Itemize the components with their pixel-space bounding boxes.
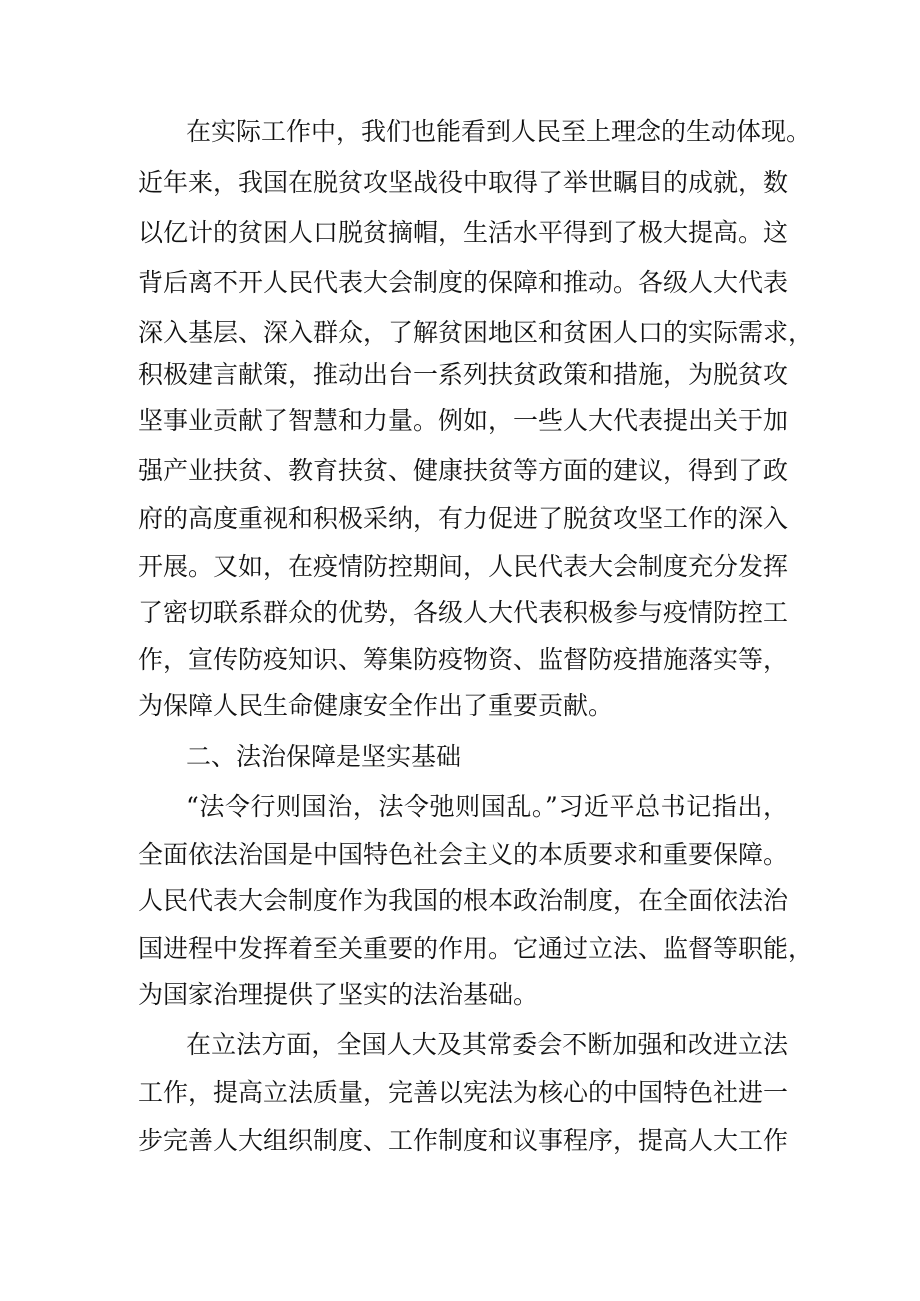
paragraph-3-line: 步完善人大组织制度、工作制度和议事程序，提高人大工作 bbox=[138, 1126, 789, 1155]
paragraph-1-line: 了密切联系群众的优势，各级人大代表积极参与疫情防控工 bbox=[138, 598, 789, 627]
paragraph-1-line: 强产业扶贫、教育扶贫、健康扶贫等方面的建议，得到了政 bbox=[138, 456, 789, 485]
paragraph-1-line: 积极建言献策，推动出台一系列扶贫政策和措施，为脱贫攻 bbox=[138, 360, 789, 389]
paragraph-1-line: 坚事业贡献了智慧和力量。例如，一些人大代表提出关于加 bbox=[138, 406, 789, 435]
paragraph-1-line: 近年来，我国在脱贫攻坚战役中取得了举世瞩目的成就，数 bbox=[138, 168, 789, 197]
paragraph-2-line: “法令行则国治，法令弛则国乱。”习近平总书记指出， bbox=[186, 792, 788, 821]
paragraph-1-line: 开展。又如，在疫情防控期间，人民代表大会制度充分发挥 bbox=[138, 552, 789, 581]
paragraph-1-line: 在实际工作中，我们也能看到人民至上理念的生动体现。 bbox=[186, 117, 812, 146]
paragraph-3-line: 工作，提高立法质量，完善以宪法为核心的中国特色社进一 bbox=[138, 1078, 789, 1107]
section-heading: 二、法治保障是坚实基础 bbox=[186, 742, 462, 771]
paragraph-2-line: 人民代表大会制度作为我国的根本政治制度，在全面依法治 bbox=[138, 886, 789, 915]
paragraph-1-line: 为保障人民生命健康安全作出了重要贡献。 bbox=[138, 691, 614, 720]
paragraph-2-line: 国进程中发挥着至关重要的作用。它通过立法、监督等职能， bbox=[138, 934, 814, 963]
paragraph-1-line: 以亿计的贫困人口脱贫摘帽，生活水平得到了极大提高。这 bbox=[138, 218, 789, 247]
paragraph-2-line: 为国家治理提供了坚实的法治基础。 bbox=[138, 980, 539, 1009]
paragraph-1-line: 深入基层、深入群众，了解贫困地区和贫困人口的实际需求， bbox=[138, 318, 814, 347]
paragraph-1-line: 作，宣传防疫知识、筹集防疫物资、监督防疫措施落实等， bbox=[138, 645, 789, 674]
paragraph-1-line: 府的高度重视和积极采纳，有力促进了脱贫攻坚工作的深入 bbox=[138, 504, 789, 533]
paragraph-1-line: 背后离不开人民代表大会制度的保障和推动。各级人大代表 bbox=[138, 268, 789, 297]
paragraph-3-line: 在立法方面，全国人大及其常委会不断加强和改进立法 bbox=[186, 1030, 788, 1059]
paragraph-2-line: 全面依法治国是中国特色社会主义的本质要求和重要保障。 bbox=[138, 840, 789, 869]
